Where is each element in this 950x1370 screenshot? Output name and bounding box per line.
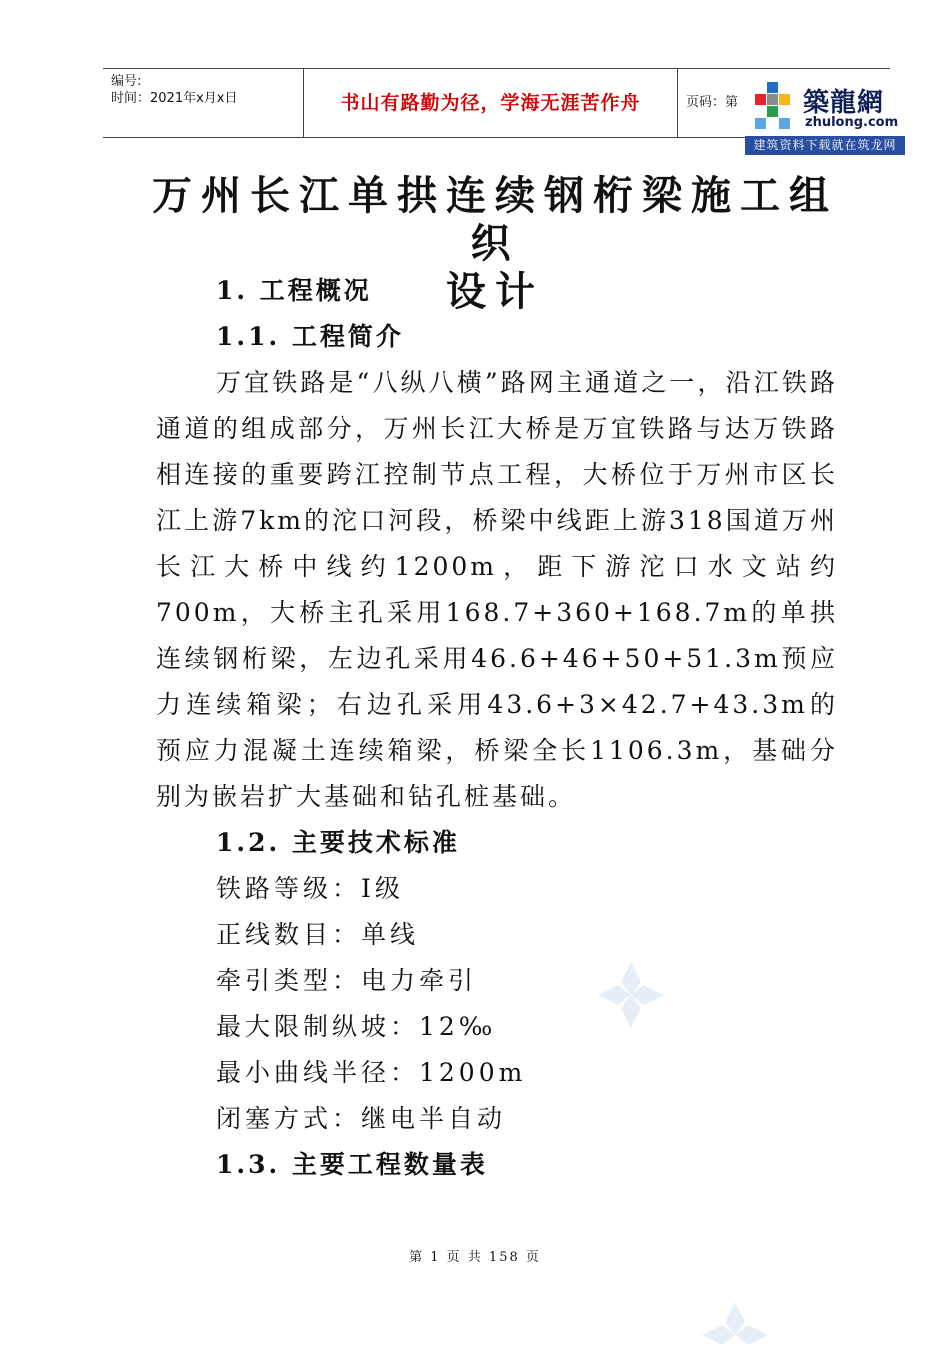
title-line-1: 万州长江单拱连续钢桁梁施工组织 [152, 172, 838, 267]
logo-url: zhulong.com [805, 115, 899, 130]
logo-square-blue [767, 82, 778, 93]
section-heading-1-1: 1.1. 工程简介 [216, 322, 404, 351]
date-label: 时间：2021年x月x日 [111, 91, 238, 106]
header-info-cell [103, 69, 304, 137]
logo-title: 築龍網 [803, 88, 885, 118]
logo-square-grey [767, 94, 778, 105]
logo-square-red [755, 94, 766, 105]
watermark-snowflake-icon-2 [700, 1300, 770, 1370]
standard-min-radius: 最小曲线半径：1200m [216, 1058, 527, 1087]
watermark-snowflake-icon [596, 960, 666, 1030]
motto-text: 书山有路勤为径，学海无涯苦作舟 [340, 92, 641, 114]
logo-square-green [767, 106, 778, 117]
section-heading-1-3: 1.3. 主要工程数量表 [216, 1150, 488, 1179]
logo-square-lightblue2 [779, 118, 790, 129]
standard-railway-grade: 铁路等级：Ⅰ级 [216, 874, 404, 903]
standard-blocking-mode: 闭塞方式：继电半自动 [216, 1104, 507, 1133]
page-label: 页码：第 [686, 95, 739, 110]
standard-track-count: 正线数目：单线 [216, 920, 420, 949]
logo-square-lightblue [755, 118, 766, 129]
standard-max-gradient: 最大限制纵坡：12‰ [216, 1012, 497, 1041]
header-motto-cell [304, 69, 678, 137]
serial-label: 编号: [111, 74, 142, 89]
section-heading-1: 1. 工程概况 [216, 276, 372, 305]
logo-tagline: 建筑资料下载就在筑龙网 [745, 136, 905, 155]
section-heading-1-2: 1.2. 主要技术标准 [216, 828, 460, 857]
page-footer: 第 1 页 共 158 页 [409, 1250, 541, 1265]
document-body [156, 268, 838, 1188]
intro-paragraph: 万宜铁路是“八纵八横”路网主通道之一，沿江铁路通道的组成部分，万州长江大桥是万宜铁路与达万铁路相连接的重要跨江控制节点工程，大桥位于万州市区长江上游7km的沱口河段，桥梁中线距上游318国道万州长江大桥中线约1200m，距下游沱口水文站约700m，大桥主孔采用168.7+360+168.7m的单拱连续钢桁梁，左边孔采用46.6+46+50+51.3m预应力连续箱梁；右边孔采用43.6+3×42.7+43.3m的预应力混凝土连续箱梁，桥梁全长1106.3m，基础分别为嵌岩扩大基础和钻孔桩基础。 [156, 368, 838, 811]
logo-square-yellow [779, 94, 790, 105]
standard-traction-type: 牵引类型：电力牵引 [216, 966, 478, 995]
zhulong-logo [745, 76, 905, 156]
title-line-2: 设计 [446, 268, 544, 315]
